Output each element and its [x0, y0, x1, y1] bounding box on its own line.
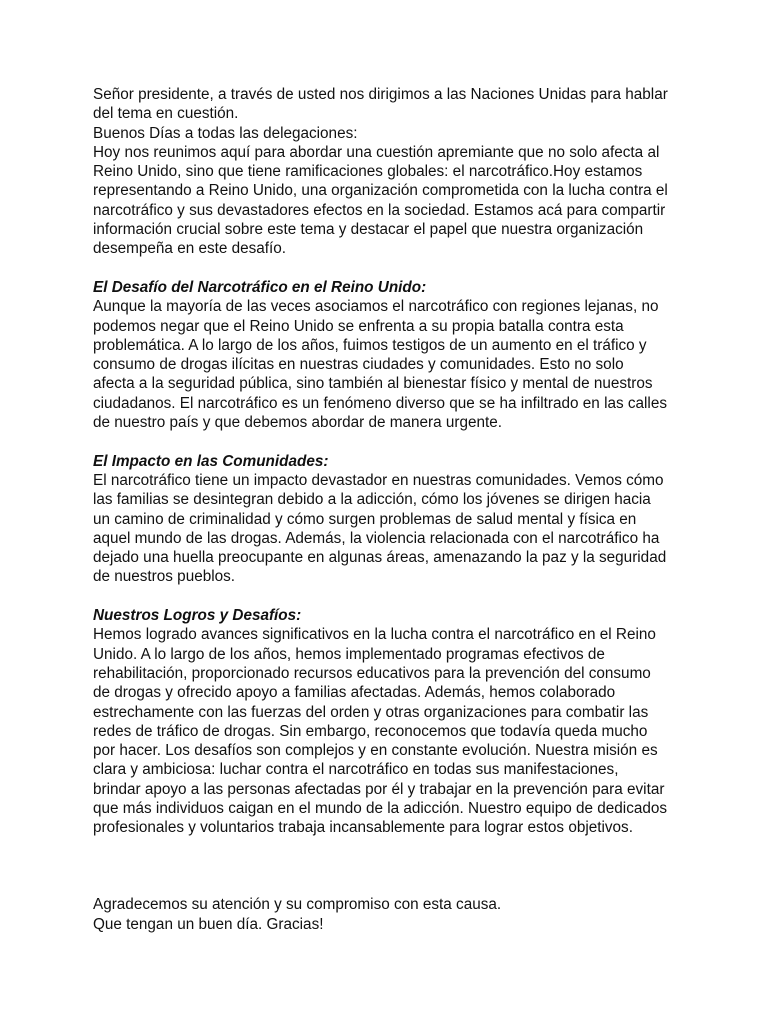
section-line: ciudadanos. El narcotráfico es un fenómeno diverso que se ha infiltrado en las calles — [93, 394, 667, 412]
section-line: Unido. A lo largo de los años, hemos implementado programas efectivos de — [93, 645, 605, 663]
intro-line: narcotráfico y sus devastadores efectos en la sociedad. Estamos acá para compartir — [93, 201, 666, 219]
section-line: afecta a la seguridad pública, sino también al bienestar físico y mental de nuestros — [93, 375, 653, 393]
section-line: por hacer. Los desafíos son complejos y en constante evolución. Nuestra misión es — [93, 742, 658, 760]
section-line: que más individuos caigan en el mundo de la adicción. Nuestro equipo de dedicados — [93, 799, 668, 817]
section-line: El narcotráfico tiene un impacto devastador en nuestras comunidades. Vemos cómo — [93, 471, 664, 489]
section-line: profesionales y voluntarios trabaja incansablemente para lograr estos objetivos. — [93, 819, 633, 837]
section-line: estrechamente con las fuerzas del orden y otras organizaciones para combatir las — [93, 703, 649, 721]
section-line: de nuestros pueblos. — [93, 568, 236, 586]
section-line: brindar apoyo a las personas afectadas por él y trabajar en la prevención para evitar — [93, 780, 665, 798]
closing-paragraph — [93, 895, 693, 934]
intro-line: desempeña en este desafío. — [93, 240, 287, 258]
section-line: aquel mundo de las drogas. Además, la violencia relacionada con el narcotráfico ha — [93, 529, 660, 547]
section-line: rehabilitación, proporcionado recursos educativos para la prevención del consumo — [93, 664, 651, 682]
section-line: problemática. A lo largo de los años, fuimos testigos de un aumento en el tráfico y — [93, 336, 647, 354]
section-line: redes de tráfico de drogas. Sin embargo, reconocemos que todavía queda mucho — [93, 722, 648, 740]
intro-paragraph — [93, 85, 693, 259]
section-heading: El Desafío del Narcotráfico en el Reino Unido: — [93, 278, 427, 296]
intro-line: Buenos Días a todas las delegaciones: — [93, 124, 358, 142]
paragraph-spacer — [93, 432, 693, 451]
intro-line: representando a Reino Unido, una organización comprometida con la lucha contra el — [93, 182, 668, 200]
intro-line: Reino Unido, sino que tiene ramificaciones globales: el narcotráfico.Hoy estamos — [93, 163, 643, 181]
section-impacto — [93, 452, 693, 587]
section-line: las familias se desintegran debido a la adicción, cómo los jóvenes se dirigen hacia — [93, 491, 651, 509]
section-line: dejado una huella preocupante en algunas áreas, amenazando la paz y la seguridad — [93, 549, 667, 567]
closing-line: Agradecemos su atención y su compromiso con esta causa. — [93, 896, 502, 914]
intro-line: Hoy nos reunimos aquí para abordar una cuestión apremiante que no solo afecta al — [93, 143, 660, 161]
section-line: un camino de criminalidad y cómo surgen problemas de salud mental y física en — [93, 510, 637, 528]
section-line: de drogas y ofrecido apoyo a familias afectadas. Además, hemos colaborado — [93, 684, 616, 702]
section-line: Hemos logrado avances significativos en la lucha contra el narcotráfico en el Reino — [93, 626, 656, 644]
section-heading: El Impacto en las Comunidades: — [93, 452, 329, 470]
section-line: clara y ambiciosa: luchar contra el narcotráfico en todas sus manifestaciones, — [93, 761, 619, 779]
intro-line: del tema en cuestión. — [93, 105, 239, 123]
paragraph-spacer — [93, 259, 693, 278]
section-heading: Nuestros Logros y Desafíos: — [93, 607, 302, 625]
paragraph-spacer — [93, 587, 693, 606]
section-logros — [93, 606, 693, 838]
section-desafio — [93, 278, 693, 432]
section-line: de nuestro país y que debemos abordar de manera urgente. — [93, 414, 503, 432]
section-line: Aunque la mayoría de las veces asociamos el narcotráfico con regiones lejanas, no — [93, 298, 659, 316]
intro-line: Señor presidente, a través de usted nos dirigimos a las Naciones Unidas para hablar — [93, 86, 668, 103]
intro-line: información crucial sobre este tema y destacar el papel que nuestra organización — [93, 221, 644, 239]
paragraph-spacer — [93, 838, 693, 896]
section-line: consumo de drogas ilícitas en nuestras ciudades y comunidades. Esto no solo — [93, 356, 624, 374]
closing-line: Que tengan un buen día. Gracias! — [93, 915, 324, 933]
section-line: podemos negar que el Reino Unido se enfrenta a su propia batalla contra esta — [93, 317, 624, 335]
document-page — [93, 85, 693, 934]
